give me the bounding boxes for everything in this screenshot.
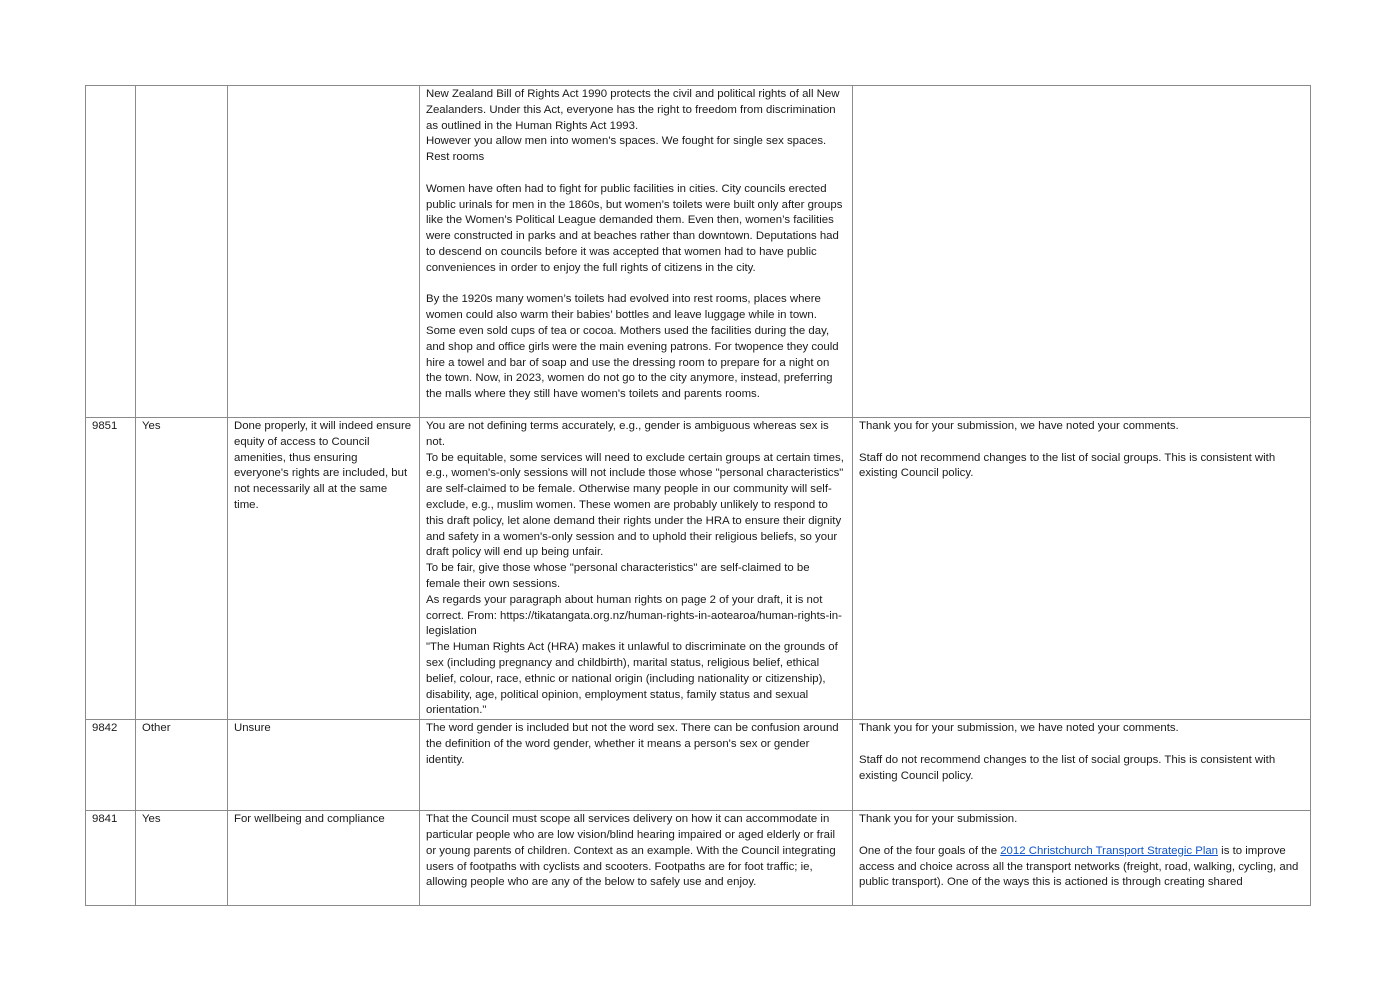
comment-paragraph: However you allow men into women's spaces. We fought for single sex spaces. (426, 135, 827, 148)
comment-paragraph: New Zealand Bill of Rights Act 1990 protects the civil and political rights of all New Zealanders. Under this Act, everyone has the right to freedom from discrimination as outlined in the Human Rights Act 1993. (426, 88, 840, 132)
paragraph-gap (859, 435, 1304, 451)
response-paragraph: Thank you for your submission, we have noted your comments. (859, 722, 1179, 735)
comment-paragraph: As regards your paragraph about human rights on page 2 of your draft, it is not correct. From: https://tikatangata.org.nz/human-rights-in-aotearoa/human-rights-in-legislation (426, 593, 842, 638)
paragraph-gap (859, 737, 1304, 753)
comment-paragraph: To be equitable, some services will need to exclude certain groups at certain times, e.g., women's-only sessions will not include those whose "personal characteristics" are self-claimed to be female. Otherwise many people in our community will self-exclude, e.g., muslim women. These women are probably unlikely to respond to this draft policy, let alone demand their rights under the HRA to ensure their dignity and safety in a women's-only session and to uphold their religious beliefs, so your draft policy will end up being unfair. (426, 451, 844, 559)
table-row (86, 418, 1311, 720)
response-text: is to improve access and choice across all the transport networks (freight, road, walking, cycling, and public transport). One of the ways this is actioned is through creating shared (859, 844, 1299, 889)
comment-paragraph: Rest rooms (426, 151, 485, 164)
response-text: One of the four goals of the (859, 844, 1001, 857)
reason-cell: Done properly, it will indeed ensure equity of access to Council amenities, thus ensuring everyone's rights are included, but not necessarily all at the same time. (228, 418, 420, 720)
response-cell (853, 418, 1311, 720)
response-paragraph: Staff do not recommend changes to the list of social groups. This is consistent with existing Council policy. (859, 451, 1276, 480)
response-cell (853, 811, 1311, 906)
comment-paragraph: You are not defining terms accurately, e.g., gender is ambiguous whereas sex is not. (426, 420, 829, 448)
comment-paragraph: The word gender is included but not the word sex. There can be confusion around the definition of the word gender, whether it means a person's sex or gender identity. (426, 722, 839, 766)
table-row (86, 811, 1311, 906)
comment-cell (420, 418, 853, 720)
response-cell (853, 720, 1311, 811)
comment-cell (420, 811, 853, 906)
submission-id-cell (86, 86, 136, 418)
submission-id-cell: 9851 (86, 418, 136, 720)
reason-cell: For wellbeing and compliance (228, 811, 420, 906)
comment-paragraph: That the Council must scope all services delivery on how it can accommodate in particular people who are low vision/blind hearing impaired or aged elderly or frail or young parents of children. Context as an example. With the Council integrating users of footpaths with cyclists and scooters. Footpaths are for foot traffic; ie, allowing people who are any of the below to safely use and enjoy. (426, 813, 836, 889)
paragraph-gap (426, 166, 846, 182)
response-paragraph: Staff do not recommend changes to the list of social groups. This is consistent with existing Council policy. (859, 753, 1276, 782)
answer-cell: Yes (136, 418, 228, 720)
comment-paragraph: By the 1920s many women’s toilets had evolved into rest rooms, places where women could also warm their babies’ bottles and leave luggage while in town. Some even sold cups of tea or cocoa. Mothers used the facilities during the day, and shop and office girls were the main evening patrons. For twopence they could hire a towel and bar of soap and use the dressing room to prepare for a night on the town. Now, in 2023, women do not go to the city anymore, instead, preferring the malls where they still have women's toilets and parents rooms. (426, 293, 839, 401)
paragraph-gap (859, 828, 1304, 844)
reason-cell: Unsure (228, 720, 420, 811)
table-row (86, 86, 1311, 418)
response-paragraph: Thank you for your submission, we have noted your comments. (859, 420, 1179, 432)
response-paragraph: Thank you for your submission. (859, 813, 1018, 826)
transport-plan-link[interactable]: 2012 Christchurch Transport Strategic Plan (1000, 844, 1219, 857)
reason-cell (228, 86, 420, 418)
answer-cell: Yes (136, 811, 228, 906)
submissions-table (85, 85, 1311, 906)
submission-id-cell: 9841 (86, 811, 136, 906)
answer-cell: Other (136, 720, 228, 811)
comment-paragraph: Women have often had to fight for public facilities in cities. City councils erected public urinals for men in the 1860s, but women’s toilets were built only after groups like the Women’s Political League demanded them. Even then, women’s facilities were constructed in parks and at beaches rather than downtown. Deputations had to descend on councils before it was accepted that women had to have public conveniences in order to enjoy the full rights of citizens in the city. (426, 182, 843, 274)
submission-id-cell: 9842 (86, 720, 136, 811)
table-row (86, 720, 1311, 811)
comment-paragraph: To be fair, give those whose "personal characteristics" are self-claimed to be female their own sessions. (426, 562, 810, 590)
response-paragraph (859, 844, 1304, 891)
paragraph-gap (426, 277, 846, 293)
response-cell (853, 86, 1311, 418)
answer-cell (136, 86, 228, 418)
comment-cell (420, 86, 853, 418)
comment-cell (420, 720, 853, 811)
comment-paragraph: "The Human Rights Act (HRA) makes it unlawful to discriminate on the grounds of sex (including pregnancy and childbirth), marital status, religious belief, ethical belief, colour, race, ethnic or national origin (including nationality or citizenship), disability, age, political opinion, employment status, family status and sexual orientation." (426, 641, 838, 717)
